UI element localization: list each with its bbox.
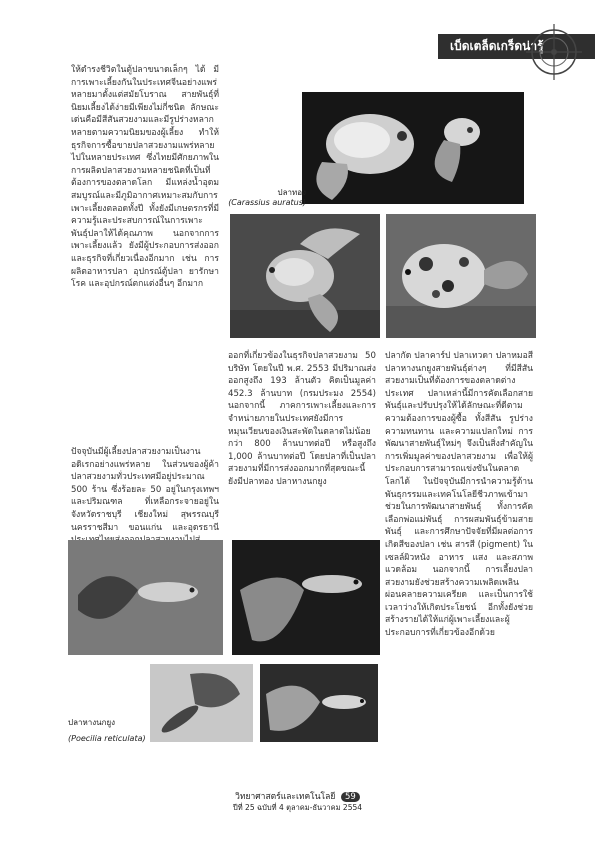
guppy-caption-thai: ปลาหางนกยูง — [68, 718, 116, 727]
goldfish-caption-thai: ปลาทอง — [277, 188, 306, 197]
section-title: เบ็ดเตล็ดเกร็ดน่ารู้ — [450, 39, 544, 53]
goldfish-caption — [226, 188, 306, 208]
goldfish-photo-pair — [302, 92, 524, 204]
middle-column-text: ออกที่เกี่ยวข้องในธุรกิจปลาสวยงาม 50 บริษัท โดยในปี พ.ศ. 2553 มีปริมาณส่งออกสูงถึง 193 ล้านตัว คิดเป็นมูลค่า 452.3 ล้านบาท (กรมประมง 2554) นอกจากนี้ ภาคการเพาะเลี้ยงและการจำหน่ายภายในประเทศยังมีการหมุนเวียนของเงินสะพัดในตลาดไม่น้อยกว่า 800 ล้านบาทต่อปี หรือสูงถึง 1,000 ล้านบาทต่อปี โดยปลาที่เป็นปลาสวยงามที่มีการส่งออกมากที่สุดขณะนี้ ยังมีปลาทอง ปลาหางนกยูง — [228, 351, 376, 487]
crosshair-logo-icon — [522, 22, 582, 82]
goldfish-photo-fantail — [230, 214, 380, 338]
page-footer — [0, 789, 595, 803]
guppy-caption — [68, 718, 150, 744]
right-column-text: ปลากัด ปลาคาร์ป ปลาเทวดา ปลาหมอสี ปลาหางนกยูงสายพันธุ์ต่างๆ ที่มีสีสันสวยงามเป็นที่ต้องการของตลาดต่างประเทศ ปลาเหล่านี้มีการคัดเลือกสายพันธุ์และปรับปรุงให้ได้ลักษณะที่ดีตามความต้องการของผู้ซื้อ ทั้งสีสัน รูปร่าง ความทนทาน และความแปลกใหม่ การพัฒนาสายพันธุ์ใหม่ๆ จึงเป็นสิ่งสำคัญในการเพิ่มมูลค่าของปลาสวยงาม เพื่อให้ผู้ประกอบการสามารถแข่งขันในตลาดโลกได้ ในปัจจุบันมีการนำความรู้ด้านพันธุกรรมและเทคโนโลยีชีวภาพเข้ามาช่วยในการพัฒนาสายพันธุ์ ทั้งการคัดเลือกพ่อแม่พันธุ์ การผสมพันธุ์ข้ามสายพันธุ์ และการศึกษาปัจจัยที่มีผลต่อการเกิดสีของปลา เช่น สารสี (pigment) ในเซลล์ผิวหนัง อาหาร แสง และสภาพแวดล้อม นอกจากนี้ การเลี้ยงปลาสวยงามยังช่วยสร้างความเพลิดเพลิน ผ่อนคลายความเครียด และเป็นการใช้เวลาว่างให้เกิดประโยชน์ อีกทั้งยังช่วยสร้างรายได้ให้แก่ผู้เพาะเลี้ยงและผู้ประกอบการที่เกี่ยวข้องอีกด้วย — [385, 351, 533, 639]
guppy-photo-2 — [232, 540, 380, 655]
guppy-photo-1 — [68, 540, 223, 655]
goldfish-photo-calico — [386, 214, 536, 338]
goldfish-caption-scientific: (Carassius auratus) — [228, 198, 306, 207]
issue-line: ปีที่ 25 ฉบับที่ 4 ตุลาคม-ธันวาคม 2554 — [232, 803, 363, 812]
left-column-bottom-text: ปัจจุบันมีผู้เลี้ยงปลาสวยงามเป็นงานอดิเรกอย่างแพร่หลาย ในส่วนของผู้ค้าปลาสวยงามทั่วประเทศมีอยู่ประมาณ 500 ร้าน ซึ่งร้อยละ 50 อยู่ในกรุงเทพฯ และปริมณฑล ที่เหลือกระจายอยู่ในจังหวัดราชบุรี เชียงใหม่ สุพรรณบุรี นครราชสีมา ขอนแก่น และอุดรธานี — [71, 447, 219, 533]
guppy-photo-3 — [150, 664, 253, 742]
journal-title: วิทยาศาสตร์และเทคโนโลยี — [235, 792, 336, 802]
guppy-caption-scientific: (Poecilia reticulata) — [68, 734, 146, 743]
guppy-photo-4 — [260, 664, 378, 742]
page-number: 59 — [341, 792, 360, 802]
left-column-top-text: ให้ดำรงชีวิตในตู้ปลาขนาดเล็กๆ ได้ มีการเพาะเลี้ยงกันในประเทศจีนอย่างแพร่หลายมาตั้งแต่สมัยโบราณ สายพันธุ์ที่นิยมเลี้ยงได้ง่ายมีเพียงไม่กี่ชนิด ลักษณะเด่นคือมีสีสันสวยงามและมีรูปร่างหลากหลายตามความนิยมของผู้เลี้ยง ทำให้ธุรกิจการซื้อขายปลาสวยงามแพร่หลายไปในหลายประเทศ ซึ่งไทยมีศักยภาพในการผลิตปลาสวยงามหลายชนิดที่เป็นที่ต้องการของตลาดโลก มีแหล่งน้ำอุดมสมบูรณ์และมีภูมิอากาศเหมาะสมกับการเพาะเลี้ยงตลอดทั้งปี ทั้งยังมีเกษตรกรที่มีความรู้และประสบการณ์ในการเพาะพันธุ์ปลาให้ได้คุณภาพ นอกจากการเพาะเลี้ยงแล้ว ยังมีผู้ประกอบการส่งออกและธุรกิจที่เกี่ยวเนื่องอีกมาก เช่น การผลิตอาหารปลา อุปกรณ์ตู้ปลา ยารักษาโรค และอุปกรณ์ตกแต่งอื่นๆ อีกมาก — [71, 65, 219, 290]
